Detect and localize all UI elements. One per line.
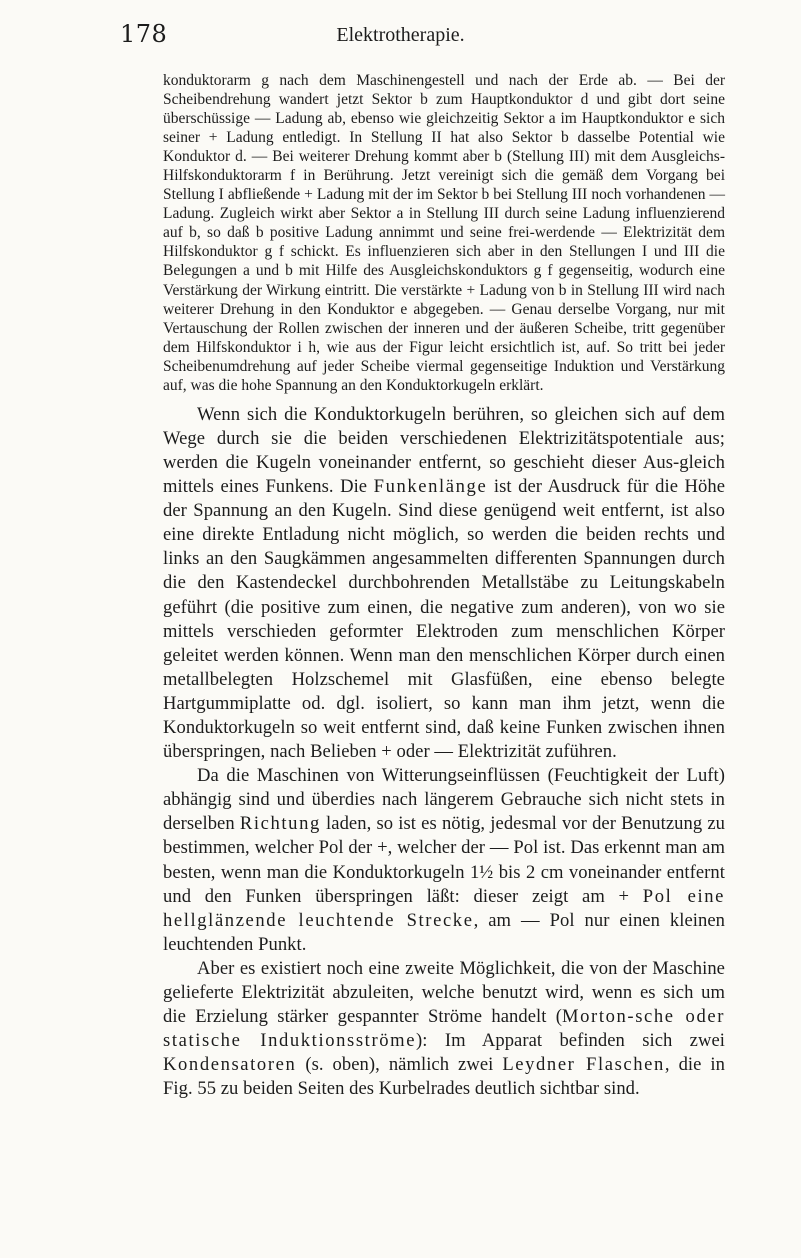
spaced-term: Richtung	[239, 813, 321, 835]
running-head: Elektrotherapie.	[336, 24, 465, 46]
paragraph-small-print: konduktorarm g nach dem Maschinengestell und nach der Erde ab. — Bei der Scheibendrehung wandert jetzt Sektor b zum Hauptkonduktor d und gibt dort seine überschüssige — Ladung ab, ebenso wie gleichzeitig Sektor a im Hauptkonduktor e sich seiner + Ladung entledigt. In Stellung II hat also Sektor b dasselbe Potential wie Konduktor d. — Bei weiterer Drehung kommt aber b (Stellung III) mit dem Ausgleichs-Hilfskonduktorarm f in Berührung. Jetzt vereinigt sich die gemäß dem Vorgang bei Stellung I abfließende + Ladung mit der im Sektor b bei Stellung III noch vorhandenen — Ladung. Zugleich wirkt aber Sektor a in Stellung III durch seine Ladung influenzierend auf b, so daß b positive Ladung annimmt und seine frei-werdende — Elektrizität dem Hilfskonduktor g f schickt. Es influenzieren sich aber in den Stellungen I und III die Belegungen a und b mit Hilfe des Ausgleichskonduktors g f gegenseitig, wodurch eine Verstärkung der Wirkung eintritt. Die verstärkte + Ladung von b in Stellung III wird nach weiterer Drehung in den Konduktor e abgegeben. — Genau derselbe Vorgang, nur mit Vertauschung der Rollen zwischen der inneren und der äußeren Scheibe, tritt gegenüber dem Hilfskonduktor i h, wie aus der Figur leicht ersichtlich ist, auf. So tritt bei jeder Scheibenumdrehung auf jeder Scheibe viermal gegenseitige Induktion und Verstärkung auf, was die hohe Spannung an den Konduktorkugeln erklärt.	[163, 72, 725, 394]
spaced-term: Kondensatoren	[163, 1054, 297, 1076]
spaced-term: Funkenlänge	[373, 476, 488, 498]
spaced-term: Pol eine hellglänzende leuchtende Strecke	[163, 885, 725, 931]
text-run: , die in Fig. 55 zu beiden Seiten des Kurbelrades deutlich sichtbar sind.	[163, 1054, 725, 1100]
text-run: ist der Ausdruck für die Höhe der Spannung an den Kugeln. Sind diese genügend weit entfernt, ist also eine direkte Entladung nicht möglich, so werden die beiden rechts und links an den Saugkämmen angesammelten differenten Spannungen durch die den Kastendeckel durchbohrenden Metallstäbe zu Leitungskabeln geführt (die positive zum einen, die negative zum anderen), von wo sie mittels verschieden geformter Elektroden zum menschlichen Körper geleitet werden können. Wenn man den menschlichen Körper durch einen metallbelegten Holzschemel mit Glasfüßen, eine ebenso belegte Hartgummiplatte od. dgl. isoliert, so kann man ihm jetzt, wenn die Konduktorkugeln so weit entfernt sind, daß keine Funken zwischen ihnen überspringen, nach Belieben + oder — Elektrizität zuführen.	[163, 476, 726, 763]
page-number: 178	[120, 20, 168, 48]
paragraph-spark-length	[163, 403, 725, 764]
spaced-term: Morton-sche oder statische Induktionsströme	[163, 1006, 725, 1052]
text-run: laden, so ist es nötig, jedesmal vor der Benutzung zu bestimmen, welcher Pol der +, welcher der — Pol ist. Das erkennt man am besten, wenn man die Konduktorkugeln 1½ bis 2 cm voneinander entfernt und den Funken überspringen läßt: dieser zeigt am +	[163, 813, 725, 907]
text-run: Aber es existiert noch eine zweite Möglichkeit, die von der Maschine gelieferte Elektrizität abzuleiten, welche benutzt wird, wenn es sich um die Erzielung stärker gespannter Ströme handelt (	[163, 957, 725, 1028]
paragraph-induction-currents	[163, 957, 725, 1102]
text-run: Da die Maschinen von Witterungseinflüssen (Feuchtigkeit der Luft) abhängig sind und überdies nach längerem Gebrauche sich nicht stets in derselben	[163, 765, 725, 835]
text-run: Wenn sich die Konduktorkugeln berühren, so gleichen sich auf dem Wege durch sie die beiden verschiedenen Elektrizitätspotentiale aus; werden die Kugeln voneinander entfernt, so geschieht dieser Aus-gleich mittels eines Funkens. Die	[163, 403, 725, 498]
text-run: , am — Pol nur einen kleinen leuchtenden Punkt.	[163, 909, 725, 955]
spaced-term: Leydner Flaschen	[502, 1054, 665, 1076]
text-run: (s. oben), nämlich zwei	[296, 1054, 503, 1076]
text-run: ): Im Apparat befinden sich zwei	[416, 1030, 725, 1052]
paragraph-polarity	[163, 764, 725, 957]
page-header	[0, 18, 801, 58]
body-text	[163, 71, 725, 1102]
